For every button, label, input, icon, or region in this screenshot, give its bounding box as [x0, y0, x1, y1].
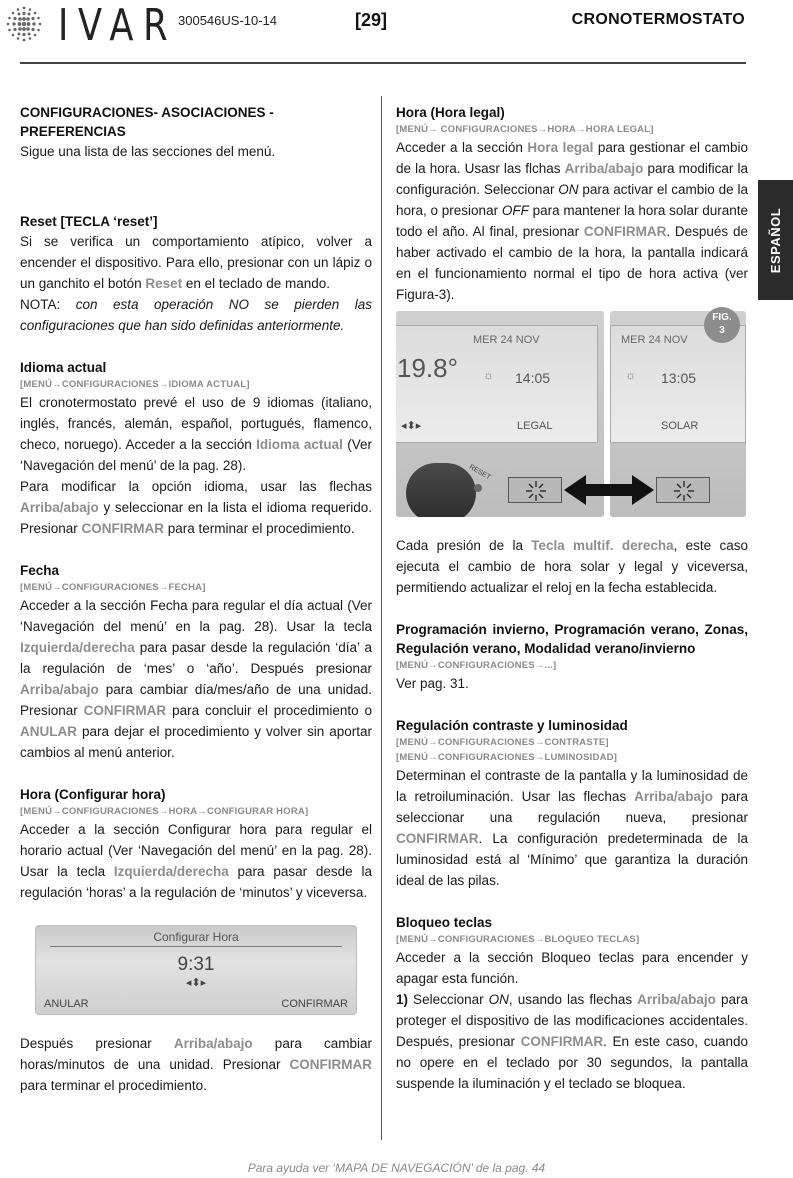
bloqueo-title: Bloqueo teclas	[396, 915, 493, 930]
sun-icon: ☼	[625, 368, 636, 382]
display-cancel-label: ANULAR	[44, 998, 89, 1010]
reset-button-icon	[474, 484, 482, 492]
prog-text: Ver pag. 31.	[396, 676, 469, 691]
hora-conf-text: Acceder a la sección Configurar hora para regular el horario actual (Ver ‘Navegación del menú’ en la pag. 28). Usar la tecla Izquierda/derecha para pasar desde la regulación ‘horas’ a la regulación de ‘minutos’ y viceversa.	[20, 822, 372, 900]
left-column	[20, 103, 372, 1096]
luminosidad-menu-path: [MENÚ→CONFIGURACIONES→LUMINOSIDAD]	[396, 752, 618, 763]
idioma-text-2: Para modificar la opción idioma, usar las flechas Arriba/abajo y seleccionar en la lista el idioma requerido. Presionar CONFIRMAR para terminar el procedimiento.	[20, 479, 372, 536]
nav-arrows-icon: ◂⬍▸	[401, 420, 422, 432]
prog-title: Programación invierno, Programación verano, Zonas, Regulación verano, Modalidad verano/invierno	[396, 622, 748, 656]
solar-date: MER 24 NOV	[621, 334, 688, 346]
screen-solar	[610, 325, 746, 443]
right-column	[396, 103, 748, 1094]
legal-temperature: 19.8°	[397, 353, 459, 383]
solar-time: 13:05	[661, 370, 697, 386]
sun-icon: ☼	[483, 368, 494, 382]
idioma-text-1: El cronotermostato prevé el uso de 9 idiomas (italiano, inglés, francés, alemán, español, portugués, flamenco, checo, noruego). Acceder a la sección Idioma actual (Ver ‘Navegación del menú’ de la pag. 28).	[20, 395, 372, 473]
fecha-text: Acceder a la sección Fecha para regular el día actual (Ver ‘Navegación del menú’ en la pag. 28). Usar la tecla Izquierda/derecha para pasar desde la regulación ‘día’ a la regulación de ‘mes’ o ‘año’. Después presionar Arriba/abajo para cambiar día/mes/año de una unidad. Presionar CONFIRMAR para concluir el procedimiento o ANULAR para dejar el procedimiento y volver sin aportar cambios al menú anterior.	[20, 598, 372, 760]
legal-time: 14:05	[515, 370, 551, 386]
after-text: Después presionar Arriba/abajo para cambiar horas/minutos de una unidad. Presionar CONFIRMAR para terminar el procedimiento.	[20, 1036, 372, 1093]
hora-conf-menu-path: [MENÚ→CONFIGURACIONES→HORA→CONFIGURAR HORA]	[20, 806, 309, 817]
brand-logo: IVAR	[58, 0, 178, 51]
page-header	[0, 0, 793, 70]
display-time: 9:31	[177, 954, 215, 975]
prog-menu-path: [MENÚ→CONFIGURACIONES→...]	[396, 660, 557, 671]
hora-legal-title: Hora (Hora legal)	[396, 105, 505, 120]
contraste-text: Determinan el contraste de la pantalla y la luminosidad de la retroiluminación. Usar las flechas Arriba/abajo para seleccionar una regulación nueva, presionar CONFIRMAR. La configuración predeterminada de la luminosidad está al ‘Mínimo’ que garantiza la duración ideal de las pilas.	[396, 768, 748, 888]
bloqueo-text-2: 1) Seleccionar ON, usando las flechas Arriba/abajo para proteger el dispositivo de las modificaciones accidentales. Después, presionar CONFIRMAR. En este caso, cuando no opere en el teclado por 30 segundos, la pantalla suspende la iluminación y el teclado se bloquea.	[396, 992, 749, 1091]
column-divider	[381, 96, 382, 1140]
configurar-hora-display	[35, 925, 357, 1015]
double-arrow-icon	[564, 473, 654, 507]
display-divider	[50, 946, 342, 947]
screen-legal	[396, 325, 598, 443]
reset-label: RESET	[467, 463, 492, 482]
solar-mode: SOLAR	[661, 420, 699, 432]
page-number: [29]	[355, 10, 388, 30]
contraste-title: Regulación contraste y luminosidad	[396, 718, 628, 733]
reset-note: NOTA: con esta operación NO se pierden las configuraciones que han sido definidas anteriormente.	[20, 297, 372, 333]
display-title: Configurar Hora	[153, 930, 239, 944]
reset-text: Si se verifica un comportamiento atípico, volver a encender el dispositivo. Para ello, presionar con un lápiz o un ganchito el botón Reset en el teclado de mando.	[20, 234, 372, 291]
globe-logo-icon	[4, 4, 44, 44]
bloqueo-text-1: Acceder a la sección Bloqueo teclas para encender y apagar esta función.	[396, 950, 748, 986]
flash-icon	[524, 479, 548, 503]
hora-conf-title: Hora (Configurar hora)	[20, 787, 166, 802]
display-confirm-label: CONFIRMAR	[281, 998, 348, 1010]
header-divider	[20, 62, 746, 64]
hora-legal-text: Acceder a la sección Hora legal para gestionar el cambio de la hora. Usasr las flchas Arriba/abajo para modificar la configuración. Seleccionar ON para activar el cambio de la hora, o presionar OFF para mantener la hora solar durante todo el año. Al final, presionar CONFIRMAR. Después de haber activado el cambio de la hora, la pantalla indicará en el funcionamiento normal el tipo de hora activa (ver Figura-3).	[396, 140, 748, 302]
legal-date: MER 24 NOV	[473, 334, 540, 346]
contraste-menu-path: [MENÚ→CONFIGURACIONES→CONTRASTE]	[396, 737, 609, 748]
section-title: CRONOTERMOSTATO	[571, 11, 745, 28]
flash-icon	[672, 479, 696, 503]
legal-mode: LEGAL	[517, 420, 553, 432]
idioma-title: Idioma actual	[20, 360, 107, 375]
intro-text: Sigue una lista de las secciones del menú.	[20, 144, 276, 159]
fecha-title: Fecha	[20, 563, 60, 578]
language-tab-label: ESPAÑOL	[768, 207, 784, 273]
intro-title: CONFIGURACIONES- ASOCIACIONES - PREFERENCIAS	[20, 105, 274, 139]
keypad-dial	[406, 463, 476, 517]
figure-3	[396, 311, 746, 517]
fecha-menu-path: [MENÚ→CONFIGURACIONES→FECHA]	[20, 582, 206, 593]
hora-legal-menu-path: [MENÚ→ CONFIGURACIONES→HORA→HORA LEGAL]	[396, 124, 654, 135]
reset-title: Reset [TECLA ‘reset’]	[20, 214, 158, 229]
cada-text: Cada presión de la Tecla multif. derecha, este caso ejecuta el cambio de hora solar y legal y viceversa, permitiendo actualizar el reloj en la fecha establecida.	[396, 538, 748, 595]
page-footer: Para ayuda ver ‘MAPA DE NAVEGACIÓN’ de la pag. 44	[247, 1161, 546, 1175]
multifunction-key-left	[508, 477, 562, 503]
document-code: 300546US-10-14	[178, 13, 278, 28]
nav-arrows-icon: ◂⬍▸	[185, 977, 207, 989]
figure-badge: FIG. 3	[704, 307, 740, 343]
bloqueo-menu-path: [MENÚ→CONFIGURACIONES→BLOQUEO TECLAS]	[396, 934, 640, 945]
language-tab	[758, 180, 793, 300]
multifunction-key-right	[656, 477, 710, 503]
idioma-menu-path: [MENÚ→CONFIGURACIONES→IDIOMA ACTUAL]	[20, 379, 250, 390]
